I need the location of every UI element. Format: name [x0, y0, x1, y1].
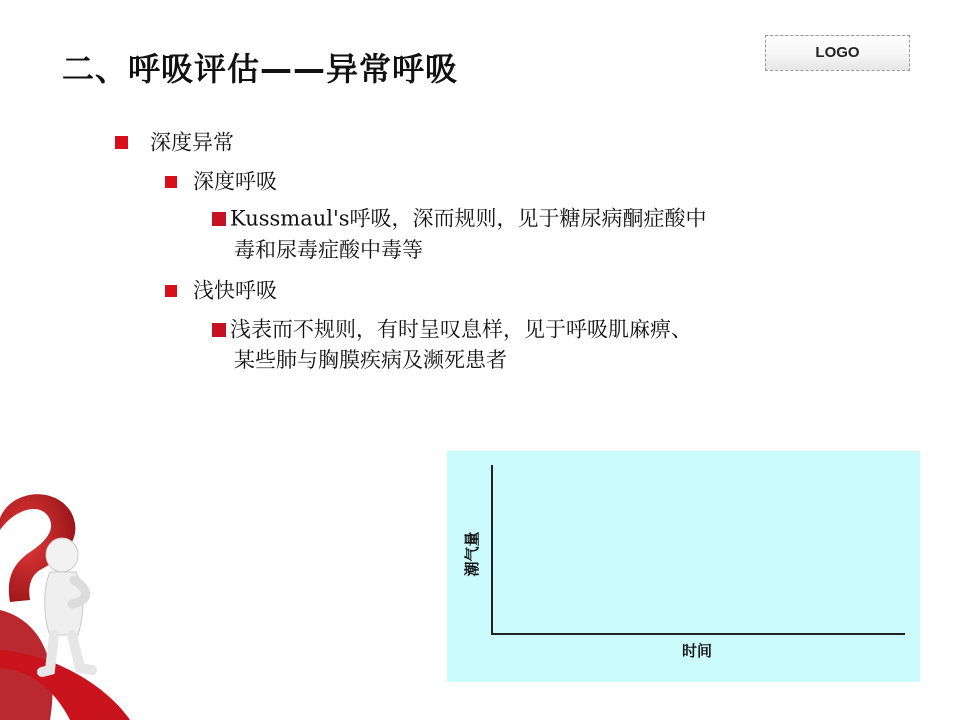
x-axis-label: 时间 [681, 642, 713, 660]
breathing-chart [447, 451, 920, 682]
list-item [165, 272, 277, 308]
list-item [165, 163, 277, 199]
bullet-text: 浅表而不规则，有时呈叹息样，见于呼吸肌麻痹、 [230, 317, 692, 342]
slide-title: 二、呼吸评估——异常呼吸 [62, 50, 459, 88]
bullet-text-continuation: 某些肺与胸膜疾病及濒死患者 [234, 348, 507, 372]
thinking-person-icon [42, 538, 92, 672]
bullet-square-icon [115, 136, 128, 149]
logo-text: LOGO [815, 44, 860, 61]
bullet-text-continuation: 毒和尿毒症酸中毒等 [234, 238, 423, 262]
logo-placeholder [765, 35, 910, 71]
bullet-text: 深度呼吸 [193, 169, 277, 194]
bullet-square-icon [212, 212, 226, 226]
bullet-square-icon [165, 176, 177, 188]
bullet-text: 浅快呼吸 [193, 278, 277, 303]
list-item [115, 124, 234, 160]
bullet-square-icon [212, 323, 226, 337]
bullet-text: 深度异常 [150, 130, 234, 155]
chart-svg [447, 451, 920, 682]
list-item [212, 311, 692, 347]
bullet-square-icon [165, 285, 177, 297]
y-axis-label: 潮气量 [463, 531, 481, 577]
bullet-text: Kussmaul's呼吸，深而规则，见于糖尿病酮症酸中 [230, 206, 707, 231]
list-item [212, 200, 707, 236]
decorative-question-figure [0, 440, 160, 720]
